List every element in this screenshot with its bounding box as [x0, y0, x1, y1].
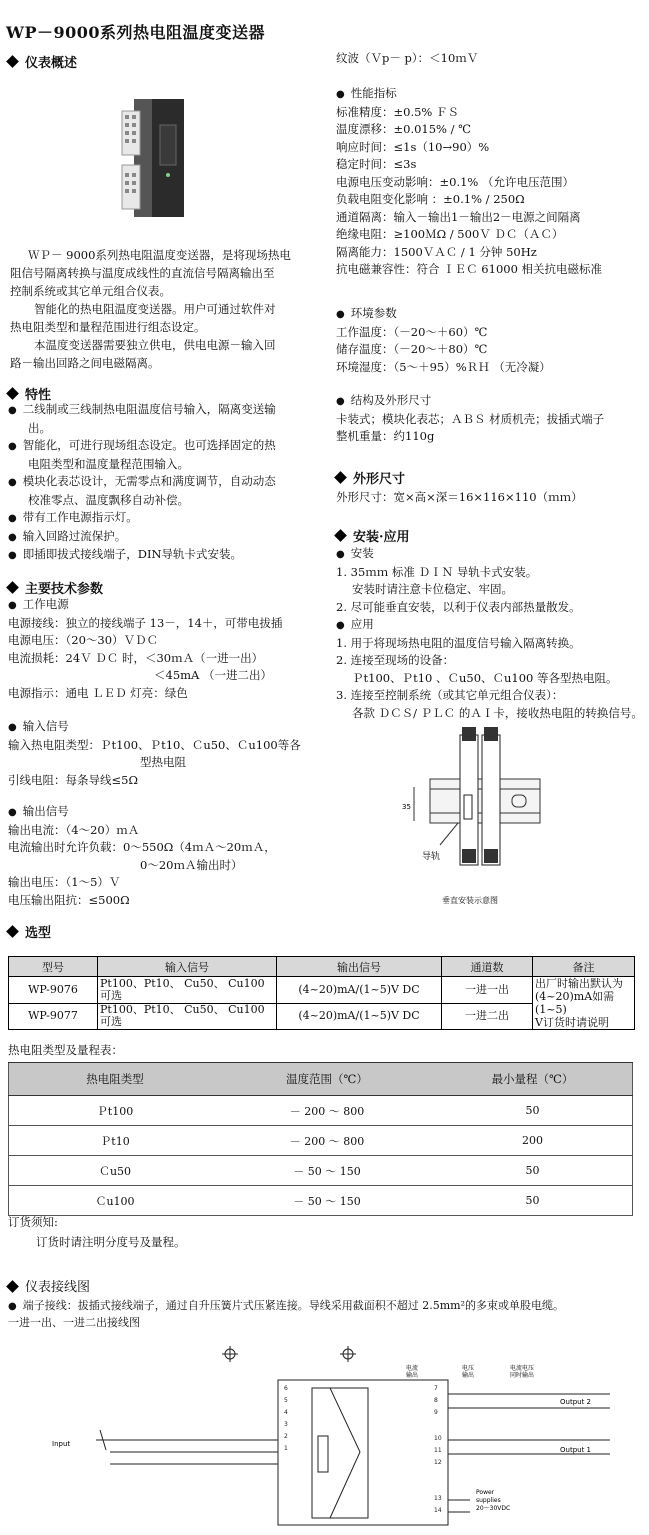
feature-item: ● 二线制或三线制热电阻温度信号输入，隔离变送输 — [8, 401, 276, 420]
specs-input — [8, 718, 301, 789]
specs-heading — [8, 578, 103, 597]
input-label: Input — [52, 1440, 71, 1448]
specs-power — [8, 596, 282, 702]
table-cell: WP-9076 — [9, 977, 98, 1004]
specs-heading-label: 主要技术参数 — [25, 582, 104, 597]
table-cell: Pt100、Pt10、 Cu50、 Cu100可选 — [98, 977, 277, 1004]
selection-heading-label: 选型 — [25, 926, 52, 941]
col1b-label: 输出 — [406, 1372, 419, 1379]
feature-item-cont: 校准零点、温度飘移自动补偿。 — [28, 492, 189, 507]
table-cell: (4~20)mA/(1~5)V DC — [277, 1003, 442, 1030]
diamond-icon — [6, 1280, 19, 1293]
spec-line: 电流损耗：24Ｖ ＤＣ 时，＜30ｍＡ（一进一出） — [8, 650, 264, 665]
app-line: 3. 连接至控制系统（或其它单元组合仪表）： — [336, 688, 564, 702]
app-line: Ｐt100、Ｐt10 、Ｃu50、Ｃu100 等各型热电阻。 — [352, 670, 618, 685]
overview-line: 控制系统或其它单元组合仪表。 — [10, 284, 171, 298]
feature-item: ● 带有工作电源指示灯。 — [8, 509, 276, 528]
overview-line: 路－输出回路之间电磁隔离。 — [10, 356, 160, 370]
svg-text:3: 3 — [284, 1421, 288, 1428]
col2b-label: 输出 — [462, 1372, 475, 1379]
feature-item-cont: 电阻类型和温度量程范围输入。 — [28, 456, 189, 471]
wiring-text1 — [8, 1297, 564, 1316]
spec-line: 输出电流：（4～20）ｍＡ — [8, 822, 140, 837]
spec-line: 引线电阻：每条导线≤5Ω — [8, 772, 138, 787]
dim-line: 外形尺寸：宽×高×深＝16×116×110（ｍｍ） — [336, 490, 583, 504]
overview-heading — [8, 52, 77, 71]
power-label: Power — [476, 1489, 495, 1496]
ranges-title: 热电阻类型及量程表： — [8, 1043, 123, 1057]
power-title: ● 工作电源 — [8, 596, 282, 615]
spec-line: 0～20ｍＡ输出时） — [140, 857, 243, 872]
page-title: WP－9000系列热电阻温度变送器 — [6, 23, 266, 42]
ground-icon — [340, 1346, 356, 1362]
table-row — [9, 1126, 633, 1156]
struct-line: 整机重量：约110g — [336, 429, 435, 443]
table-cell: 50 — [433, 1186, 633, 1216]
table-header: 通道数 — [442, 957, 533, 977]
spec-line: 输出电压：（1～5）Ｖ — [8, 875, 121, 889]
specs-output — [8, 803, 276, 909]
feature-item: ● 即插即拔式接线端子，DIN导轨卡式安装。 — [8, 546, 276, 565]
diamond-icon — [334, 471, 347, 484]
table-header: 输入信号 — [98, 957, 277, 977]
table-cell: － 50 ～ 150 — [221, 1186, 433, 1216]
perf-line: 响应时间：≤1s（10→90）% — [336, 139, 490, 154]
struct-block — [336, 392, 604, 446]
perf-line: 电源电压变动影响：±0.1% （允许电压范围） — [336, 174, 575, 189]
output1-label: Output 1 — [560, 1446, 591, 1454]
svg-text:4: 4 — [284, 1409, 288, 1416]
table-header: 输出信号 — [277, 957, 442, 977]
table-cell: 50 — [433, 1156, 633, 1186]
table-header: 热电阻类型 — [9, 1063, 222, 1096]
svg-text:7: 7 — [434, 1385, 438, 1392]
overview-line: 本温度变送器需要独立供电，供电电源－输入回 — [34, 338, 276, 352]
table-cell: WP-9077 — [9, 1003, 98, 1030]
ranges-table — [8, 1062, 633, 1216]
feature-item: ● 模块化表芯设计，无需零点和满度调节，自动动态 — [8, 473, 276, 492]
remarks-cell — [533, 977, 635, 1030]
device-photo — [120, 95, 200, 225]
perf-line: 标准精度：±0.5% ＦＳ — [336, 104, 460, 119]
table-cell: － 200 ～ 800 — [221, 1126, 433, 1156]
diamond-icon — [6, 387, 19, 400]
wiring-heading — [8, 1276, 90, 1295]
table-cell: Pt100、Pt10、 Cu50、 Cu100可选 — [98, 1003, 277, 1030]
table-row — [9, 1096, 633, 1126]
svg-text:10: 10 — [434, 1435, 442, 1442]
rail-label: 导轨 — [422, 852, 441, 862]
table-cell: Ｐt10 — [9, 1126, 222, 1156]
spec-line: 电流输出时允许负载：0～550Ω（4ｍＡ～20ｍＡ， — [8, 840, 276, 854]
perf-line: 隔离能力：1500ＶＡＣ / 1 分钟 50Hz — [336, 244, 537, 259]
feature-item: ● 智能化，可进行现场组态设定。也可选择固定的热 — [8, 437, 276, 456]
figure-caption: 垂直安装示意图 — [442, 896, 498, 905]
output2-label: Output 2 — [560, 1398, 591, 1406]
power-label: supplies — [476, 1497, 501, 1504]
spec-line: ＜45mA （一进二出） — [154, 668, 272, 682]
svg-text:14: 14 — [434, 1507, 442, 1514]
table-cell: Ｃu50 — [9, 1156, 222, 1186]
table-cell: 50 — [433, 1096, 633, 1126]
perf-line: 负载电阻变化影响 ：±0.1% / 250Ω — [336, 192, 525, 206]
spec-line: 电压输出阻抗：≤500Ω — [8, 892, 130, 907]
perf-line: 抗电磁兼容性：符合 ＩＥＣ 61000 相关抗电磁标准 — [336, 262, 603, 276]
spec-line: 输入热电阻类型：Ｐt100、Ｐt10、Ｃu50、Ｃu100等各 — [8, 737, 301, 752]
dim-heading — [336, 468, 405, 487]
ground-icon — [222, 1346, 238, 1362]
svg-text:13: 13 — [434, 1495, 442, 1502]
table-cell: 一进一出 — [442, 977, 533, 1004]
table-header: 温度范围（℃） — [221, 1063, 433, 1096]
rail-height-label: 35 — [402, 803, 411, 811]
table-row — [9, 1156, 633, 1186]
install-line: 2. 尽可能垂直安装，以利于仪表内部热量散发。 — [336, 599, 581, 614]
input-title: ● 输入信号 — [8, 718, 301, 737]
install-heading-label: 安装·应用 — [353, 530, 410, 545]
env-block — [336, 305, 551, 376]
wiring-text2: 一进一出、一进二出接线图 — [8, 1316, 140, 1329]
overview-line: 热电阻类型和量程范围进行组态设定。 — [10, 320, 206, 334]
col2a-label: 电压 — [462, 1365, 475, 1372]
spec-line: 电源接线：独立的接线端子 13－，14＋，可带电拔插 — [8, 615, 283, 630]
table-cell: － 200 ～ 800 — [221, 1096, 433, 1126]
svg-text:9: 9 — [434, 1409, 438, 1416]
table-row — [9, 977, 635, 1004]
perf-line: 通道隔离：输入－输出1－输出2－电源之间隔离 — [336, 209, 581, 224]
selection-heading — [8, 922, 51, 941]
features-heading-label: 特性 — [25, 388, 52, 403]
table-cell: Ｃu100 — [9, 1186, 222, 1216]
features-list — [8, 401, 276, 565]
diamond-icon — [6, 55, 19, 68]
diamond-icon — [334, 529, 347, 542]
order-text: 订货时请注明分度号及量程。 — [36, 1235, 186, 1249]
env-line: 环境湿度：（5～＋95）%ＲＨ （无冷凝） — [336, 359, 551, 374]
env-line: 储存温度：（－20～＋80）℃ — [336, 342, 488, 356]
dim-heading-label: 外形尺寸 — [353, 472, 406, 487]
env-title: ● 环境参数 — [336, 305, 551, 324]
table-cell: 一进二出 — [442, 1003, 533, 1030]
perf-block — [336, 85, 602, 279]
table-cell: (4~20)mA/(1~5)V DC — [277, 977, 442, 1004]
feature-item: ● 输入回路过流保护。 — [8, 528, 276, 547]
app-line: 各款 ＤＣＳ/ ＰＬＣ 的ＡＩ卡，接收热电阻的转换信号。 — [352, 705, 643, 720]
wiring-diagram — [50, 1340, 640, 1530]
spec-line: 电源指示：通电 ＬＥＤ 灯亮：绿色 — [8, 685, 188, 700]
svg-text:12: 12 — [434, 1459, 442, 1466]
install-sub: ● 应用 — [336, 616, 643, 635]
table-row — [9, 1186, 633, 1216]
power-label: 20～30VDC — [476, 1505, 511, 1512]
perf-line: 稳定时间：≤3s — [336, 157, 417, 171]
svg-text:5: 5 — [284, 1397, 288, 1404]
wiring-heading-label: 仪表接线图 — [25, 1280, 91, 1295]
svg-text:1: 1 — [284, 1445, 288, 1452]
table-header: 最小量程（℃） — [433, 1063, 633, 1096]
table-header: 备注 — [533, 957, 635, 977]
svg-text:8: 8 — [434, 1397, 438, 1404]
install-line: 安装时请注意卡位稳定、牢固。 — [352, 582, 513, 596]
install-sub: ● 安装 — [336, 545, 643, 564]
overview-text — [10, 246, 328, 372]
install-block — [336, 545, 643, 722]
table-header: 型号 — [9, 957, 98, 977]
remark-line: V订货时请说明 — [535, 1016, 609, 1029]
struct-title: ● 结构及外形尺寸 — [336, 392, 604, 411]
col1a-label: 电流 — [406, 1365, 419, 1372]
spec-line: 型热电阻 — [140, 755, 186, 769]
col3b-label: 同时输出 — [510, 1372, 535, 1379]
app-line: 2. 连接至现场的设备： — [336, 653, 455, 667]
struct-line: 卡装式；模块化表芯；ＡＢＳ 材质机壳；拔插式端子 — [336, 411, 605, 426]
col3a-label: 电流电压 — [510, 1365, 535, 1372]
svg-text:11: 11 — [434, 1447, 442, 1454]
install-line: 1. 35ｍｍ 标准 ＤＩＮ 导轨卡式安装。 — [336, 564, 538, 579]
install-heading — [336, 526, 410, 545]
perf-line: 温度漂移：±0.015% / ℃ — [336, 122, 472, 136]
feature-item-cont: 出。 — [28, 420, 51, 435]
overview-line: 阻信号隔离转换与温度成线性的直流信号隔离输出至 — [10, 266, 275, 280]
remark-line: 出厂时输出默认为 — [535, 977, 623, 990]
order-title: 订货须知: — [8, 1215, 58, 1229]
spec-line: 电源电压：（20～30）ＶＤＣ — [8, 633, 159, 647]
diamond-icon — [6, 581, 19, 594]
wiring-text1-label: 端子接线：拔插式接线端子，通过自升压簧片式压紧连接。导线采用截面积不超过 2.5mm²的多束或单股电缆。 — [22, 1299, 564, 1312]
overview-line: ＷＰ－ 9000系列热电阻温度变送器，是将现场热电 — [28, 248, 291, 262]
perf-title: ● 性能指标 — [336, 85, 602, 104]
env-line: 工作温度：（－20～＋60）℃ — [336, 324, 488, 339]
table-cell: 200 — [433, 1126, 633, 1156]
ripple-line: 纹波（Ｖp－ p）：＜10ｍＶ — [336, 51, 479, 65]
output-title: ● 输出信号 — [8, 803, 276, 822]
table-cell: Ｐt100 — [9, 1096, 222, 1126]
svg-text:6: 6 — [284, 1385, 288, 1392]
selection-table — [8, 956, 635, 1030]
remark-line: (4~20)mA如需(1~5) — [535, 990, 615, 1016]
diamond-icon — [6, 925, 19, 938]
app-line: 1. 用于将现场热电阻的温度信号输入隔离转换。 — [336, 635, 581, 650]
svg-text:2: 2 — [284, 1433, 288, 1440]
perf-line: 绝缘电阻：≥100ＭΩ / 500Ｖ ＤＣ（ＡＣ） — [336, 227, 564, 241]
overview-line: 智能化的热电阻温度变送器。用户可通过软件对 — [34, 302, 276, 316]
overview-heading-label: 仪表概述 — [25, 56, 78, 71]
table-cell: － 50 ～ 150 — [221, 1156, 433, 1186]
mounting-figure — [400, 725, 550, 910]
